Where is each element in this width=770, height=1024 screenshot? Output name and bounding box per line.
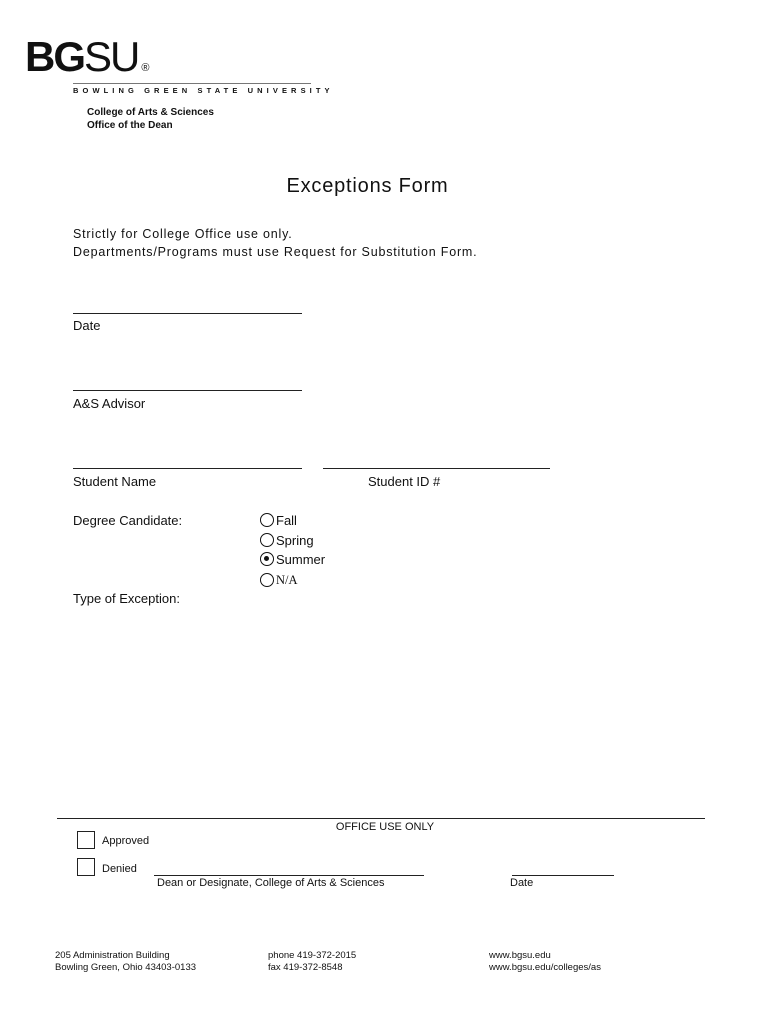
exception-type-area[interactable] <box>73 612 703 802</box>
university-name: BOWLING GREEN STATE UNIVERSITY <box>73 86 334 95</box>
radio-option-na[interactable] <box>260 570 298 590</box>
student-name-field[interactable] <box>73 468 302 469</box>
radio-label-na: N/A <box>276 572 298 587</box>
logo-divider <box>73 83 311 84</box>
student-id-label: Student ID # <box>368 474 441 489</box>
approved-label: Approved <box>102 835 150 847</box>
denied-label: Denied <box>102 863 137 875</box>
department-block <box>87 106 214 132</box>
fax-number: fax 419-372-8548 <box>268 962 343 973</box>
office-date-label: Date <box>510 877 534 889</box>
logo-light-text: SU <box>84 33 139 80</box>
office-name: Office of the Dean <box>87 120 173 131</box>
advisor-field[interactable] <box>73 390 302 391</box>
degree-candidate-label: Degree Candidate: <box>73 513 183 528</box>
notice-line-2: Departments/Programs must use Request for Substitution Form. <box>73 245 478 259</box>
footer-web <box>489 950 601 974</box>
date-field[interactable] <box>73 313 302 314</box>
website-link[interactable]: www.bgsu.edu <box>489 950 551 961</box>
advisor-label: A&S Advisor <box>73 396 146 411</box>
office-use-divider <box>57 818 705 819</box>
radio-option-spring[interactable] <box>260 530 314 550</box>
radio-label-spring: Spring <box>276 532 314 548</box>
radio-label-fall: Fall <box>276 512 297 528</box>
footer-address <box>55 950 196 974</box>
radio-button[interactable] <box>260 513 274 527</box>
phone-number: phone 419-372-2015 <box>268 950 357 961</box>
dean-signature-label: Dean or Designate, College of Arts & Sciences <box>157 877 385 889</box>
radio-button[interactable] <box>260 533 274 547</box>
logo-bold-text: BG <box>25 33 84 80</box>
date-label: Date <box>73 318 101 333</box>
radio-button[interactable] <box>260 573 274 587</box>
registered-mark: ® <box>141 62 150 74</box>
footer-contact <box>268 950 356 974</box>
denied-checkbox[interactable] <box>77 858 95 876</box>
usage-notice <box>73 225 477 261</box>
office-use-title: OFFICE USE ONLY <box>335 821 435 833</box>
radio-label-summer: Summer <box>276 551 326 567</box>
address-line-2: Bowling Green, Ohio 43403-0133 <box>55 962 197 973</box>
radio-option-fall[interactable] <box>260 510 297 530</box>
student-name-label: Student Name <box>73 474 157 489</box>
radio-option-summer[interactable] <box>260 549 325 569</box>
address-line-1: 205 Administration Building <box>55 950 170 961</box>
student-id-field[interactable] <box>323 468 550 469</box>
college-name: College of Arts & Sciences <box>87 107 214 118</box>
radio-button-selected[interactable] <box>260 552 274 566</box>
office-date-field[interactable] <box>512 875 614 876</box>
exception-type-label: Type of Exception: <box>73 591 180 606</box>
notice-line-1: Strictly for College Office use only. <box>73 227 293 241</box>
dean-signature-field[interactable] <box>154 875 424 876</box>
form-title: Exceptions Form <box>286 175 449 197</box>
approved-checkbox[interactable] <box>77 831 95 849</box>
college-website-link[interactable]: www.bgsu.edu/colleges/as <box>489 962 601 973</box>
